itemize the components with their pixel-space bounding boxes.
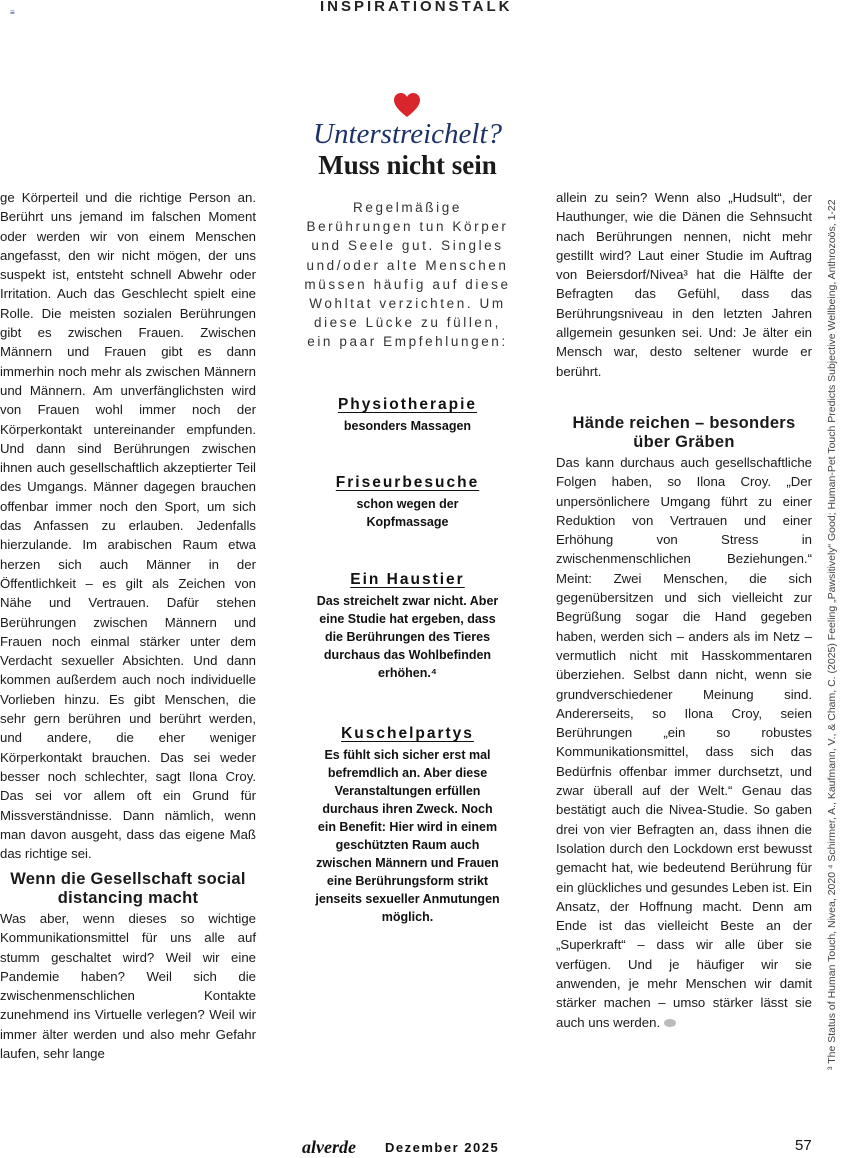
heart-icon [393,92,421,118]
body-column-left: ge Körperteil und die richtige Person an. Berührt uns jemand im falschen Moment oder werden wir von einem Menschen angefasst, den wir nicht mögen, der uns suspekt ist, entsteht schnell Abwehr oder Irritation. Auch das Geschlecht spielt eine Rolle. Die meisten sozialen Berührungen gibt es zwischen Frauen. Zwischen Männern und Frauen gibt es dann immerhin noch mehr als zwischen Männern und Männern. Am unverfänglichsten wird von Frauen wohl immer noch der Körperkontakt untereinander empfunden. Und dann sind Berührungen zwischen ihnen auch gesellschaftlich akzeptierter Teil des Umgangs. Männer dagegen brauchen offenbar immer noch den Sport, um sich das Anfassen zu erlauben. Jedenfalls hierzulande. Im arabischen Raum etwa herzen sich auch Männer in der Öffentlichkeit – es gilt als Zeichen von Nähe und Vertrauen. Dafür stehen Berührungen zwischen Männern und Frauen noch einmal stärker unter dem Verdacht sexueller Absichten. Und dann kommen außerdem auch noch individuelle Vorlieben hinzu. Es gibt Menschen, die sehr gern berühren und berührt werden, und andere, die eher weniger Körperkontakt brauchen. Das sei weder besser noch schlechter, sagt Ilona Croy. Das sei vor allem oft ein Grund für Missverständnisse. Dann nämlich, wenn man davon ausgeht, dass das eigene Maß das richtige sei. [0,190,256,862]
recommendation-friseurbesuche [300,474,515,531]
recommendation-physiotherapie [300,396,515,435]
subheading-right: Hände reichen – besonders über Gräben [572,414,796,451]
subheading-left: Wenn die Gesellschaft social distancing macht [10,870,246,907]
recommendation-title: Physiotherapie [337,396,478,413]
box-intro: Regelmäßige Berührungen tun Körper und Seele gut. Singles und/oder alte Menschen müssen häufig auf diese Wohltat verzichten. Um diese Lücke zu füllen, ein paar Empfehlungen: [304,200,511,350]
recommendation-title: Ein Haustier [350,571,465,588]
end-mark-icon [664,1019,676,1027]
magazine-logo: alverde [302,1137,356,1157]
page-number: 57 [795,1137,812,1154]
section-label: INSPIRATIONSTALK [320,0,513,15]
body-text: Das kann durchaus auch gesellschaftliche Folgen haben, so Ilona Croy. „Der unpersönlichere Umgang führt zu einer Reduktion von Vertrauen und einer Erhöhung von Stress in zwischenmenschlichen Beziehungen.“ Meint: Zwei Menschen, die sich gegenübersitzen und sich vielleicht zur Begrüßung sogar die Hand gegeben haben, werden sich – anders als im Netz – vermutlich nicht mit Hasskommentaren überziehen. Selbst dann nicht, wenn sie grundverschiedener Meinung sind. Andererseits, so Ilona Croy, seien Berührungen „ein so robustes Kommunikationsmittel, dass sich das Bedürfnis offenbar immer durchsetzt, und zwar überall auf der Welt.“ Genau das bestätigt auch die Nivea-Studie. So gaben drei von vier Befragten an, dass ihnen die Isolation durch den Lockdown erst bewusst gemacht hat, wie bedeutend Berührung für ein glückliches und gesundes Leben ist. Ein Ansatz, der Hoffnung macht. Denn am Ende ist das vielleicht Beste an der „Superkraft“ – dass wir alle über sie verfügen. Und je häufiger wir sie anwenden, je mehr Menschen wir damit stärker machen – umso stärker lässt sie auch uns werden. [556,455,812,1030]
issue-date: Dezember 2025 [385,1140,500,1155]
recommendation-haustier [300,571,515,682]
headline-question: Unterstreichelt? [313,118,502,150]
recommendation-text: besonders Massagen [343,419,472,433]
recommendation-text: schon wegen der Kopfmassage [356,497,459,529]
corner-mark: ≡ [10,8,15,17]
recommendation-text: Das streichelt zwar nicht. Aber eine Studie hat ergeben, dass die Berührungen des Tieres durchaus das Wohlbefinden erhöhen.⁴ [316,594,499,680]
recommendation-title: Kuschelpartys [341,725,474,742]
recommendation-title: Friseurbesuche [335,474,480,491]
footnote-vertical: ³ The Status of Human Touch, Nivea, 2020 ⁴ Schirmer, A., Kaufmann, V., & Cham, C. (2025) Feeling „Pawsitively“ Good; Human-Pet Touch Predicts Subjective Wellbeing, Anthrozoös, 1-22 [826,199,838,1070]
body-column-right: allein zu sein? Wenn also „Hudsult“, der Hauthunger, wie die Dänen die Sehnsucht nach Berührungen nennen, nicht mehr gestillt wird? Laut einer Studie im Auftrag von Beiersdorf/Nivea³ hat die Hälfte der Befragten das Gefühl, dass das Berührungsniveau in den letzten Jahren allgemein gesunken sei. Und: Je älter ein Mensch war, desto seltener wurde er berührt. [556,190,812,379]
recommendation-text: Es fühlt sich sicher erst mal befremdlich an. Aber diese Veranstaltungen erfüllen durchaus ihren Zweck. Noch ein Benefit: Hier wird in einem geschützten Raum auch zwischen Männern und Frauen eine Berührungsform strikt jenseits sexueller Anmutungen möglich. [315,748,500,924]
body-column-right-continued [556,453,812,1032]
headline-answer: Muss nicht sein [318,150,497,180]
body-column-left-continued: Was aber, wenn dieses so wichtige Kommunikationsmittel für uns alle auf stumm geschaltet wird? Weil wir eine Pandemie haben? Weil sich die zwischenmenschlichen Kontakte zunehmend ins Virtuelle verlegen? Weil wir immer älter werden und also mehr Gefahr laufen, sehr lange [0,911,256,1062]
recommendation-kuschelpartys [300,725,515,926]
